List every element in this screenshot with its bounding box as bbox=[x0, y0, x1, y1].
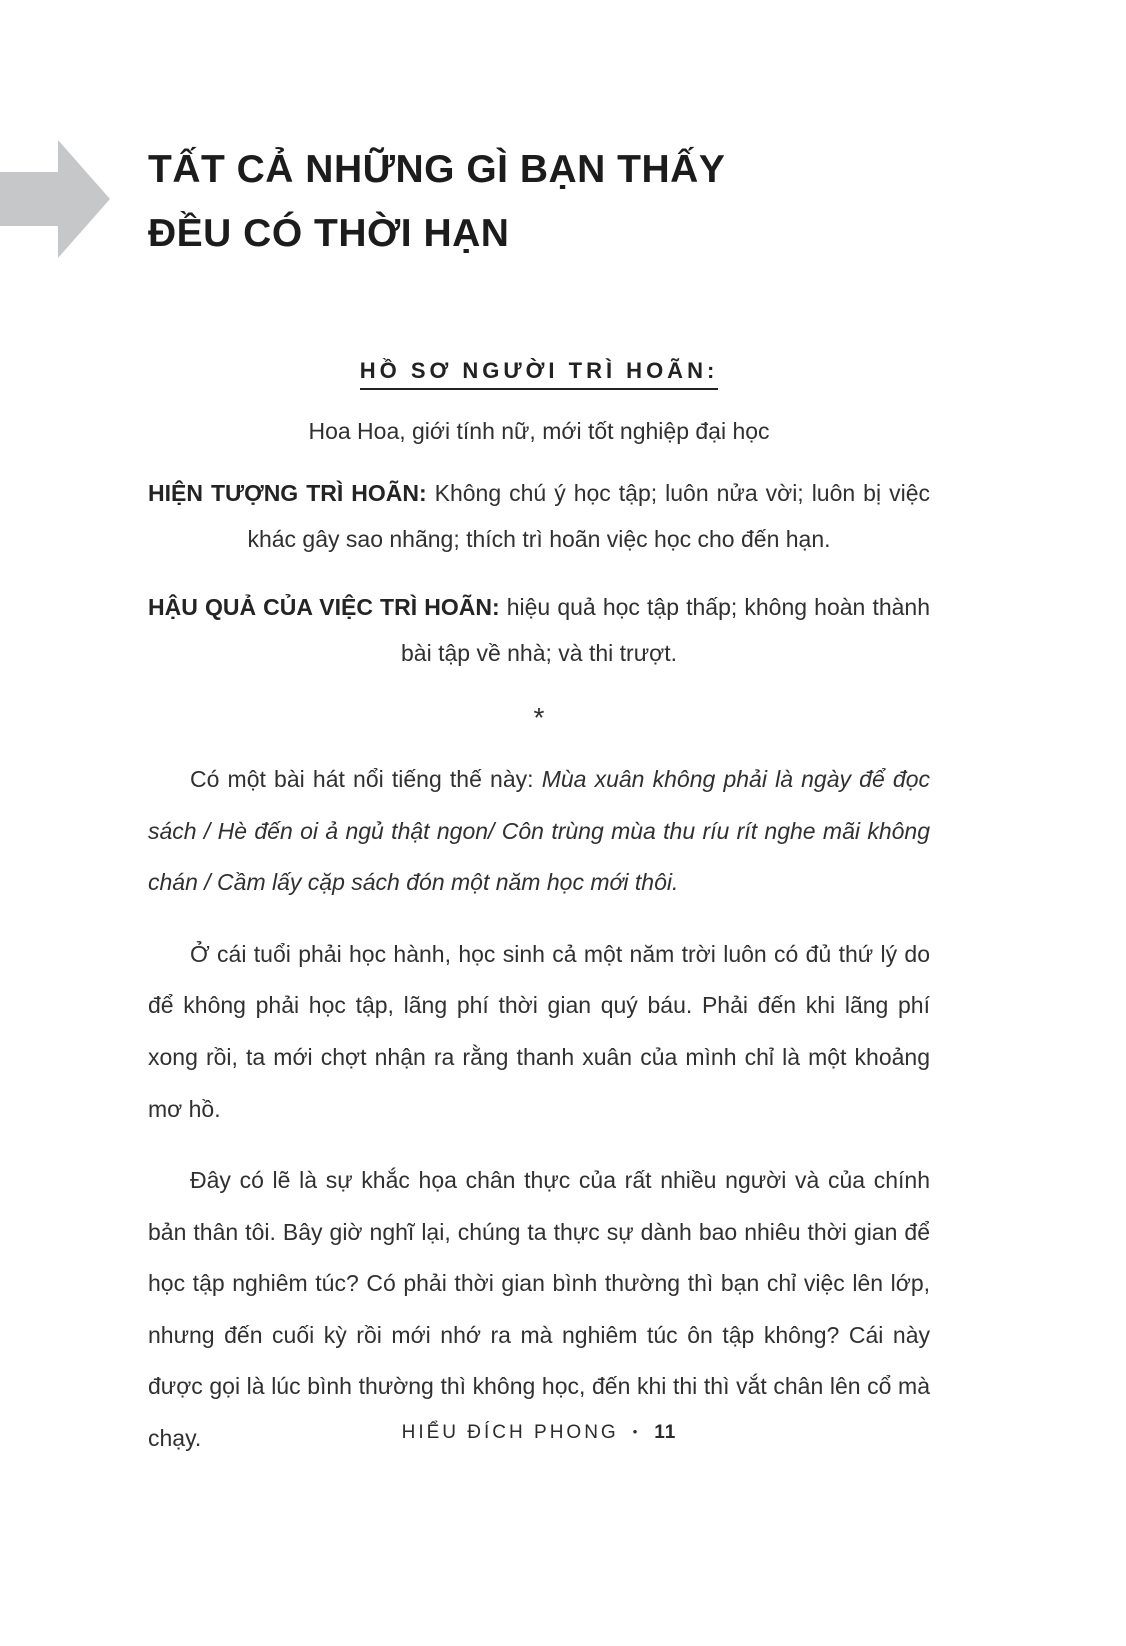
profile-item-text: hiệu quả học tập thấp; không hoàn thành bài tập về nhà; và thi trượt. bbox=[401, 594, 930, 667]
body-paragraph-2: Ở cái tuổi phải học hành, học sinh cả một năm trời luôn có đủ thứ lý do để không phải học tập, lãng phí thời gian quý báu. Phải đến khi lãng phí xong rồi, ta mới chợt nhận ra rằng thanh xuân của mình chỉ là một khoảng mơ hồ. bbox=[148, 940, 930, 1122]
profile-item-text: Không chú ý học tập; luôn nửa vời; luôn bị việc khác gây sao nhãng; thích trì hoãn việc học cho đến hạn. bbox=[247, 480, 930, 553]
chapter-arrow-icon bbox=[0, 140, 112, 258]
footer-author-name: HIỂU ĐÍCH PHONG bbox=[401, 1422, 619, 1443]
chapter-title-line-2: ĐỀU CÓ THỜI HẠN bbox=[148, 211, 510, 255]
profile-item-label: HẬU QUẢ CỦA VIỆC TRÌ HOÃN: bbox=[148, 594, 500, 621]
chapter-title bbox=[148, 138, 930, 266]
chapter-title-line-1: TẤT CẢ NHỮNG GÌ BẠN THẤY bbox=[148, 148, 726, 191]
footer-page-number: 11 bbox=[654, 1422, 677, 1443]
profile-heading bbox=[148, 358, 930, 390]
profile-item-label: HIỆN TƯỢNG TRÌ HOÃN: bbox=[148, 480, 427, 507]
footer-dot-separator: • bbox=[632, 1424, 641, 1439]
paragraph-italic-lyrics: Mùa xuân không phải là ngày để đọc sách / Hè đến oi ả ngủ thật ngon/ Côn trùng mùa thu ríu rít nghe mãi không chán / Cầm lấy cặp sách đón một năm học mới thôi. bbox=[148, 766, 930, 896]
section-separator-asterisk: * bbox=[533, 702, 545, 734]
profile-heading-text: HỒ SƠ NGƯỜI TRÌ HOÃN: bbox=[360, 358, 719, 390]
body-paragraph-1 bbox=[148, 754, 930, 909]
body-paragraph-3: Đây có lẽ là sự khắc họa chân thực của rất nhiều người và của chính bản thân tôi. Bây giờ nghĩ lại, chúng ta thực sự dành bao nhiêu thời gian để học tập nghiêm túc? Có phải thời gian bình thường thì bạn chỉ việc lên lớp, nhưng đến cuối kỳ rồi mới nhớ ra mà nghiêm túc ôn tập không? Cái này được gọi là lúc bình thường thì không học, đến khi thi thì vắt chân lên cổ mà chạy. bbox=[148, 1167, 930, 1451]
profile-item-consequence bbox=[148, 584, 930, 676]
page-content bbox=[148, 0, 930, 1464]
profile-subject: Hoa Hoa, giới tính nữ, mới tốt nghiệp đại học bbox=[308, 417, 770, 444]
profile-item-phenomenon bbox=[148, 470, 930, 562]
paragraph-lead-text: Có một bài hát nổi tiếng thế này: bbox=[190, 766, 542, 793]
page-footer bbox=[148, 1422, 930, 1444]
